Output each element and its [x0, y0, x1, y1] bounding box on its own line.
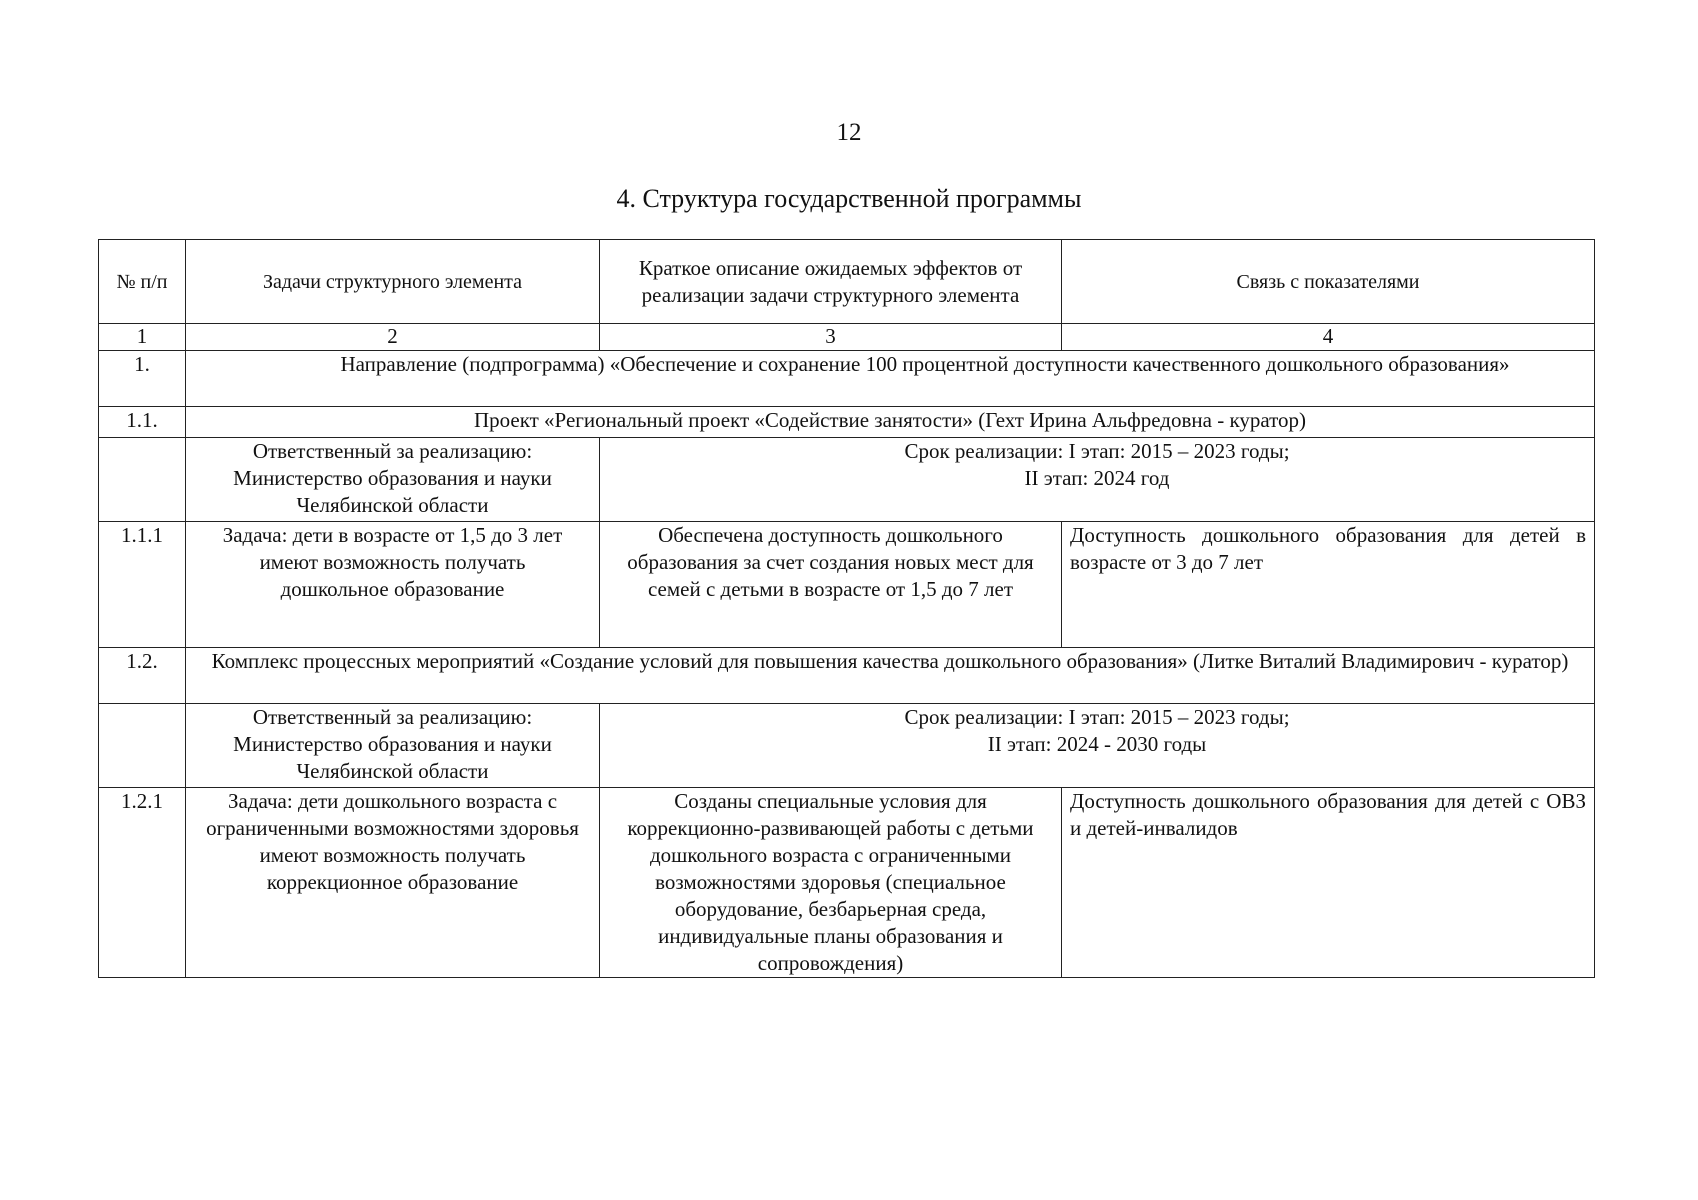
complex-text: Комплекс процессных мероприятий «Создание условий для повышения качества дошкольного образования» (Литке Виталий Владимирович - куратор)	[186, 648, 1595, 704]
project-responsible-label: Ответственный за реализацию: Министерство образования и науки Челябинской области	[186, 438, 600, 522]
project-terms-line2: II этап: 2024 год	[1024, 466, 1170, 490]
direction-text: Направление (подпрограмма) «Обеспечение и сохранение 100 процентной доступности качественного дошкольного образования»	[186, 351, 1595, 407]
project-row	[99, 407, 1595, 438]
page-number: 12	[836, 119, 862, 146]
header-link: Связь с показателями	[1062, 240, 1595, 324]
task2-effect: Созданы специальные условия для коррекционно-развивающей работы с детьми дошкольного возраста с ограниченными возможностями здоровья (специальное оборудование, безбарьерная среда, индивидуальные планы образования и сопровождения)	[600, 788, 1062, 978]
header-effects: Краткое описание ожидаемых эффектов от реализации задачи структурного элемента	[600, 240, 1062, 324]
complex-responsible-row	[99, 704, 1595, 788]
task1-num: 1.1.1	[99, 522, 186, 648]
task2-link: Доступность дошкольного образования для детей с ОВЗ и детей-инвалидов	[1062, 788, 1595, 978]
project-responsible-empty	[99, 438, 186, 522]
task-row	[99, 522, 1595, 648]
direction-num: 1.	[99, 351, 186, 407]
project-text: Проект «Региональный проект «Содействие занятости» (Гехт Ирина Альфредовна - куратор)	[186, 407, 1595, 438]
document-title: 4. Структура государственной программы	[616, 184, 1082, 213]
complex-responsible-label: Ответственный за реализацию: Министерство образования и науки Челябинской области	[186, 704, 600, 788]
complex-responsible-empty	[99, 704, 186, 788]
task2-num: 1.2.1	[99, 788, 186, 978]
direction-row	[99, 351, 1595, 407]
project-responsible-row	[99, 438, 1595, 522]
project-num: 1.1.	[99, 407, 186, 438]
task2-task: Задача: дети дошкольного возраста с ограниченными возможностями здоровья имеют возможность получать коррекционное образование	[186, 788, 600, 978]
task1-link: Доступность дошкольного образования для детей в возрасте от 3 до 7 лет	[1062, 522, 1595, 648]
table-header-row	[99, 240, 1595, 324]
project-terms	[600, 438, 1595, 522]
complex-terms-line1: Срок реализации: I этап: 2015 – 2023 годы;	[904, 705, 1290, 729]
project-terms-line1: Срок реализации: I этап: 2015 – 2023 годы;	[904, 439, 1290, 463]
column-number-4: 4	[1062, 324, 1595, 351]
column-number-2: 2	[186, 324, 600, 351]
task1-effect: Обеспечена доступность дошкольного образования за счет создания новых мест для семей с детьми в возрасте от 1,5 до 7 лет	[600, 522, 1062, 648]
column-number-1: 1	[99, 324, 186, 351]
header-num: № п/п	[99, 240, 186, 324]
program-structure-table	[98, 239, 1595, 978]
complex-terms	[600, 704, 1595, 788]
task-row	[99, 788, 1595, 978]
task1-task: Задача: дети в возрасте от 1,5 до 3 лет имеют возможность получать дошкольное образование	[186, 522, 600, 648]
header-tasks: Задачи структурного элемента	[186, 240, 600, 324]
complex-terms-line2: II этап: 2024 - 2030 годы	[987, 732, 1207, 756]
complex-num: 1.2.	[99, 648, 186, 704]
complex-row	[99, 648, 1595, 704]
column-number-3: 3	[600, 324, 1062, 351]
column-numbers-row	[99, 324, 1595, 351]
